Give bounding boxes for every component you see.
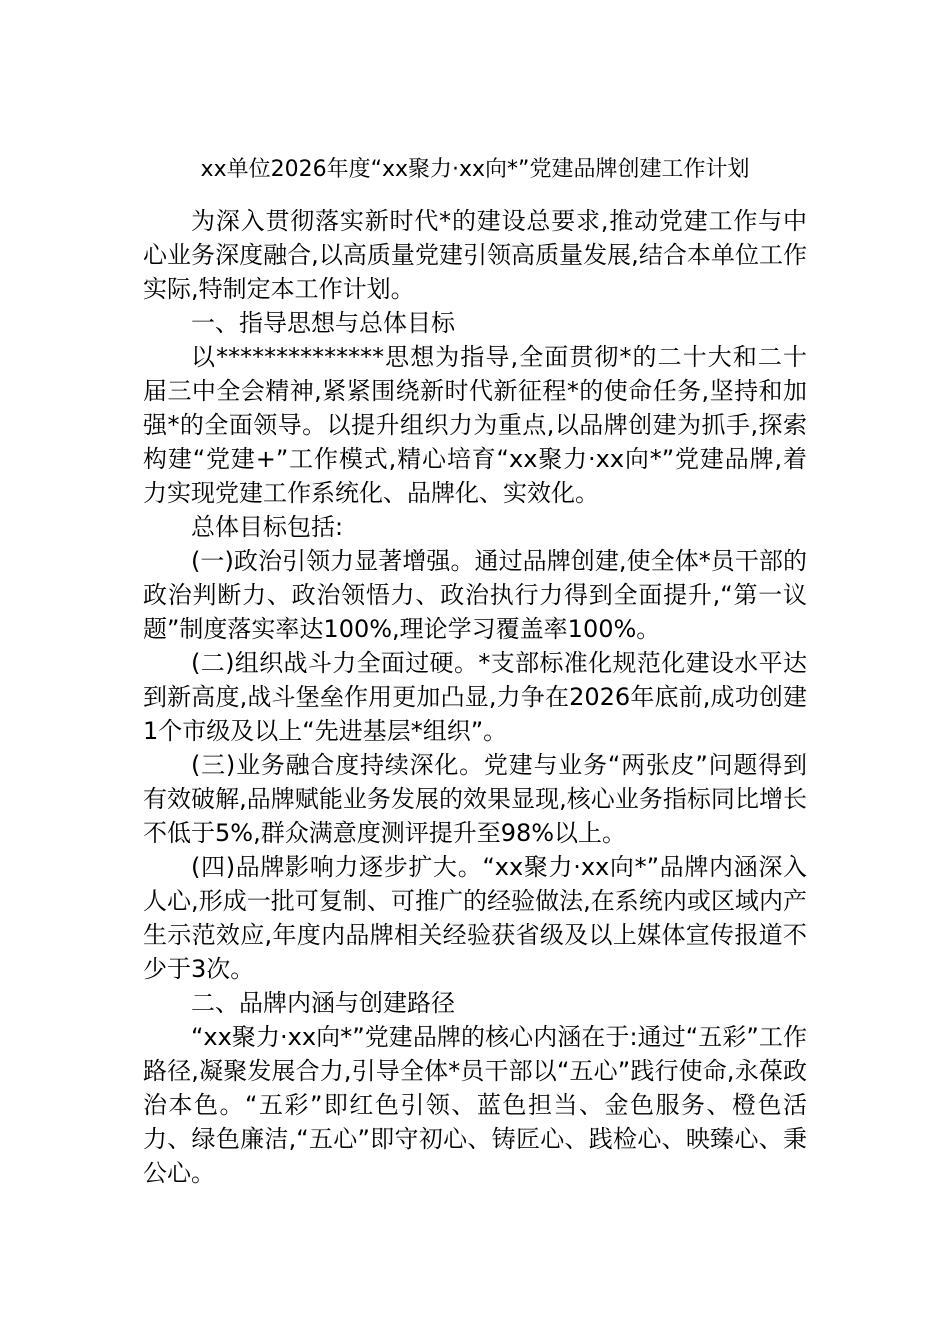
- section-heading-1: 一、指导思想与总体目标: [191, 309, 455, 337]
- goal-3-paragraph: (三)业务融合度持续深化。党建与业务“两张皮”问题得到有效破解,品牌赋能业务发展的效果显现,核心业务指标同比增长不低于5%,群众满意度测评提升至98%以上。: [143, 751, 807, 847]
- intro-paragraph: 为深入贯彻落实新时代*的建设总要求,推动党建工作与中心业务深度融合,以高质量党建引领高质量发展,结合本单位工作实际,特制定本工作计划。: [143, 207, 807, 303]
- brand-connotation-paragraph: “xx聚力·xx向*”党建品牌的核心内涵在于:通过“五彩”工作路径,凝聚发展合力,引导全体*员干部以“五心”践行使命,永葆政治本色。“五彩”即红色引领、蓝色担当、金色服务、橙色活力、绿色廉洁,“五心”即守初心、铸匠心、践检心、映臻心、秉公心。: [143, 1023, 807, 1187]
- document-title: xx单位2026年度“xx聚力·xx向*”党建品牌创建工作计划: [200, 157, 750, 182]
- goal-2-paragraph: (二)组织战斗力全面过硬。*支部标准化规范化建设水平达到新高度,战斗堡垒作用更加凸显,力争在2026年底前,成功创建1个市级及以上“先进基层*组织”。: [143, 649, 807, 745]
- goal-4-paragraph: (四)品牌影响力逐步扩大。“xx聚力·xx向*”品牌内涵深入人心,形成一批可复制、可推广的经验做法,在系统内或区域内产生示范效应,年度内品牌相关经验获省级及以上媒体宣传报道不少于3次。: [143, 853, 807, 983]
- goal-1-paragraph: (一)政治引领力显著增强。通过品牌创建,使全体*员干部的政治判断力、政治领悟力、政治执行力得到全面提升,“第一议题”制度落实率达100%,理论学习覆盖率100%。: [143, 547, 807, 643]
- goals-intro-paragraph: 总体目标包括:: [191, 513, 344, 541]
- document-page: [143, 150, 807, 1190]
- section-heading-2: 二、品牌内涵与创建路径: [191, 989, 455, 1017]
- guiding-ideology-paragraph: 以**************思想为指导,全面贯彻*的二十大和二十届三中全会精神,紧紧围绕新时代新征程*的使命任务,坚持和加强*的全面领导。以提升组织力为重点,以品牌创建为抓手,探索构建“党建+”工作模式,精心培育“xx聚力·xx向*”党建品牌,着力实现党建工作系统化、品牌化、实效化。: [143, 343, 807, 507]
